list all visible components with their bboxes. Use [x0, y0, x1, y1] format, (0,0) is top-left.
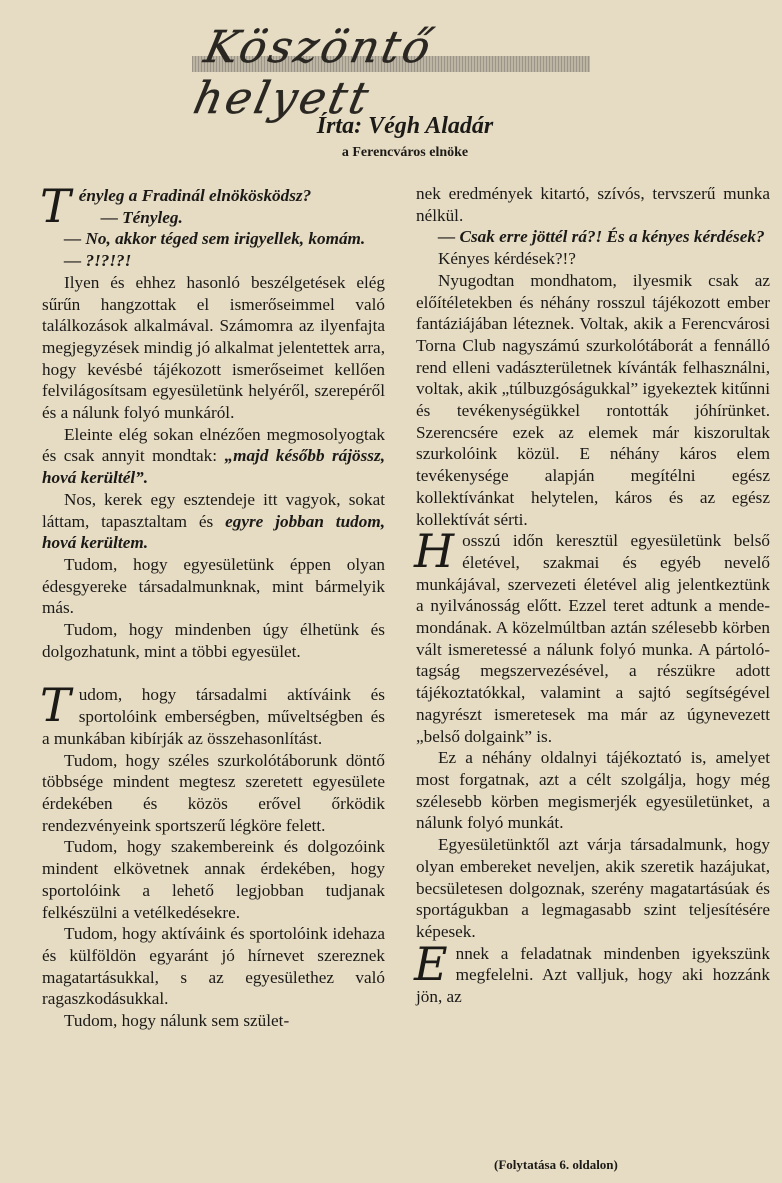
paragraph: Nyugodtan mondhatom, ilyesmik csak az előítéletekben és néhány rosszul tájékozott ember fantáziájában léteznek. Voltak, akik a Ferencvárosi Torna Club nagyszámú szurkolótáborát a fennálló rend elleni vadászterületnek kívánták felhasználni, voltak, akik „túlbuzgóságukkal” igyekeztek kitűnni és tevékenységükkel rontották jóhírünket. Szerencsére ezek az elemek már kiszorultak szurkolóink közül. E néhány káros elem tevékenysége alapján megítélni egész kollektívánkat helytelen, káros és az egész kollektívát sérti. [416, 270, 770, 529]
paragraph: Ilyen és ehhez hasonló beszélgetések elég sűrűn hangzottak el ismerőseimmel való találkozások alkalmával. Számomra az ilyenfajta megjegyzések mindig jó alkalmat jelentettek arra, hogy kevésbé tájékozott ismerőseimet kellően felvilágosítsam egyesületünk helyéről, szerepéről és a nálunk folyó munkáról. [42, 272, 385, 423]
paragraph: Tudom, hogy nálunk sem szület- [64, 1011, 290, 1031]
drop-cap: H [414, 524, 455, 579]
author-role: a Ferencváros elnöke [341, 145, 469, 160]
continuation-note: (Folytatása 6. oldalon) [494, 1157, 618, 1172]
paragraph: Hosszú időn keresztül egyesületünk belső életével, szakmai és egyéb nevelő munkájával, szervezeti életével alig jelentkeztünk a nyilvánosság előtt. Ezzel teret adtunk a mende-mondának. A közelmúltban aztán szélesebb körben vált ismeretessé a nálunk folyó munka. A pártoló-tagság megszervezésével, a részükre adott tájékoztatókkal, valamint a sajtó segítségével nagyrészt ismeretesek ma már az úgynevezett „belső dolgaink” is. [414, 524, 770, 746]
right-column [416, 183, 770, 1008]
paragraph: Kényes kérdések?!? [438, 249, 576, 269]
paragraph: — Csak erre jöttél rá?! És a kényes kérdések? [438, 227, 765, 247]
paragraph: Tudom, hogy aktíváink és sportolóink idehaza és külföldön egyaránt jó hírnevet szereznek magatartásukkal, s az egyesülethez való ragaszkodásukkal. [42, 924, 385, 1009]
paragraph: nek eredmények kitartó, szívós, tervszerű munka nélkül. [416, 184, 770, 225]
left-column [40, 179, 385, 1032]
paragraph: — No, akkor téged sem irigyellek, komám. [64, 229, 366, 249]
paragraph: Ennek a feladatnak mindenben igyekszünk megfelelni. Azt valljuk, hogy aki hozzánk jön, az [414, 936, 770, 1007]
paragraph: Tudom, hogy széles szurkolótáborunk döntő többsége mindent megtesz szeretett egyesülete érdekében és közös erővel őrködik rendezvényeink sportszerű légköre felett. [42, 750, 385, 835]
paragraph: Tudom, hogy mindenben úgy élhetünk és dolgozhatunk, mint a többi egyesület. [42, 620, 385, 661]
paragraph: Egyesületünktől azt várja társadalmunk, hogy olyan embereket neveljen, akik szeretik hazájukat, becsületesen dolgoznak, szerény magatartásúak és sportágukban a legmagasabb szint teljesítésére képesek. [416, 835, 770, 941]
paragraph: Tudom, hogy egyesületünk éppen olyan édesgyereke társadalmunknak, mint bármelyik más. [42, 554, 385, 618]
paragraph: Nos, kerek egy esztendeje itt vagyok, sokat láttam, tapasztaltam és egyre jobban tudom, hová kerültem. [42, 489, 385, 553]
paragraph: — ?!?!?! [64, 251, 132, 271]
paragraph: Eleinte elég sokan elnézően megmosolyogtak és csak annyit mondtak: „majd később rájössz, hová kerültél”. [42, 424, 385, 488]
drop-cap: E [414, 936, 448, 991]
title-block [0, 22, 782, 124]
paragraph: Tudom, hogy társadalmi aktíváink és sportolóink emberségben, műveltségben és a munkában kibírják az összehasonlítást. [40, 678, 385, 748]
page-title: Köszöntő helyett [189, 22, 438, 124]
drop-cap: T [40, 678, 71, 733]
paragraph: Tényleg a Fradinál elnökösködsz? [40, 179, 312, 233]
paragraph: — Tényleg. [100, 207, 183, 227]
paragraph: Tudom, hogy szakembereink és dolgozóink mindent elkövetnek annak érdekében, hogy sportolóink a lehető legjobban tudjanak felkészülni a vetélkedésekre. [42, 837, 385, 922]
byline: Írta: Végh Aladár [316, 113, 494, 139]
paragraph: Ez a néhány oldalnyi tájékoztató is, amelyet most forgatnak, azt a célt szolgálja, hogy még szélesebb körben megismerjék egyesületünket, a nálunk folyó munkát. [416, 748, 770, 833]
drop-cap: T [40, 179, 71, 233]
